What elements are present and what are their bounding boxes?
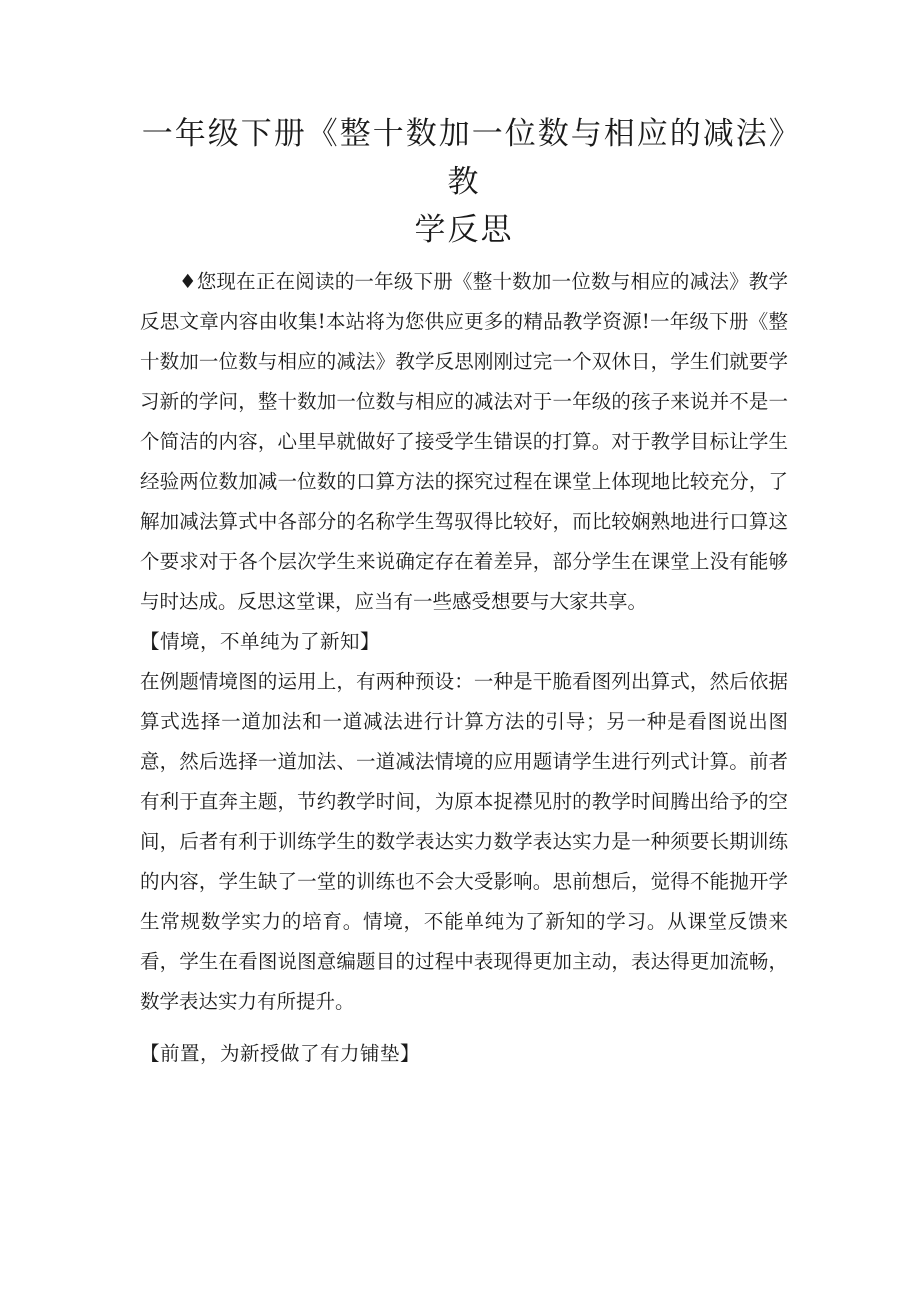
intro-paragraph: ♦您现在正在阅读的一年级下册《整十数加一位数与相应的减法》教学反思文章内容由收集!本站将为您供应更多的精品教学资源!一年级下册《整十数加一位数与相应的减法》教学反思刚刚过完一个双休日，学生们就要学习新的学问，整十数加一位数与相应的减法对于一年级的孩子来说并不是一个简洁的内容，心里早就做好了接受学生错误的打算。对于教学目标让学生经验两位数加减一位数的口算方法的探究过程在课堂上体现地比较充分，了解加减法算式中各部分的名称学生驾驭得比较好，而比较娴熟地进行口算这个要求对于各个层次学生来说确定存在着差异，部分学生在课堂上没有能够与时达成。反思这堂课，应当有一些感受想要与大家共享。	[140, 270, 788, 613]
section-paragraph-situation: 在例题情境图的运用上，有两种预设：一种是干脆看图列出算式，然后依据算式选择一道加法和一道减法进行计算方法的引导；另一种是看图说出图意，然后选择一道加法、一道减法情境的应用题请学生进行列式计算。前者有利于直奔主题，节约教学时间，为原本捉襟见肘的教学时间腾出给予的空间，后者有利于训练学生的数学表达实力数学表达实力是一种须要长期训练的内容，学生缺了一堂的训练也不会大受影响。思前想后，觉得不能抛开学生常规数学实力的培育。情境，不能单纯为了新知的学习。从课堂反馈来看，学生在看图说图意编题目的过程中表现得更加主动，表达得更加流畅，数学表达实力有所提升。	[140, 670, 788, 1013]
section-heading-situation: 【情境，不单纯为了新知】	[140, 630, 381, 653]
document-title	[140, 110, 788, 254]
title-line-1: 一年级下册《整十数加一位数与相应的减法》教	[141, 116, 787, 200]
title-line-2: 学反思	[414, 212, 514, 248]
section-heading-preview: 【前置，为新授做了有力铺垫】	[140, 1042, 421, 1065]
document-body	[140, 262, 788, 1074]
